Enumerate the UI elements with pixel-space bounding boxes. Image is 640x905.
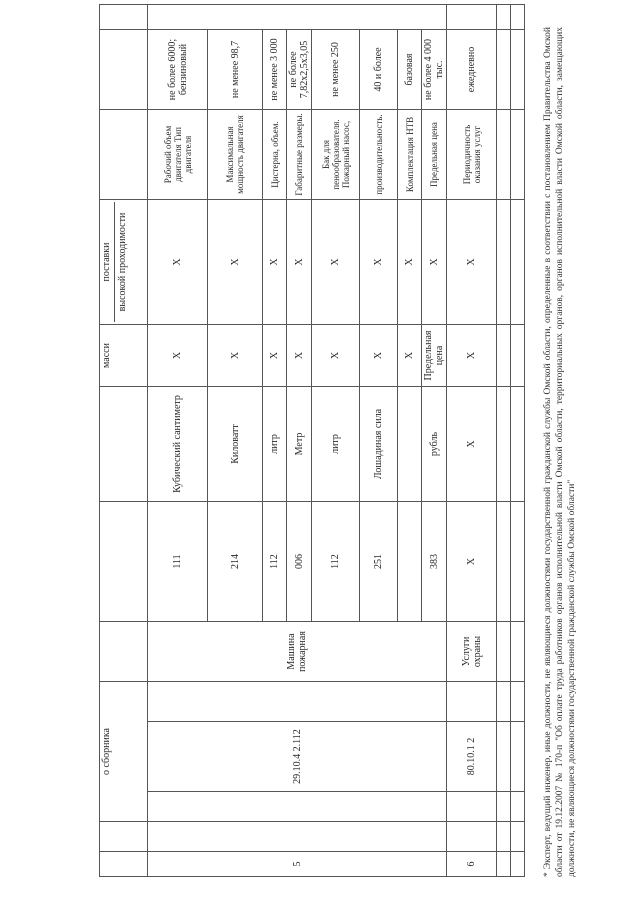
x-mark: X [398, 200, 422, 325]
empty-cell [511, 387, 525, 502]
empty-cell [511, 5, 525, 30]
empty-cell [511, 200, 525, 325]
empty-cell [497, 325, 511, 387]
unit-name [398, 387, 422, 502]
header-cell [100, 387, 148, 502]
empty-cell [497, 30, 511, 110]
okei-code: 214 [208, 502, 263, 622]
x-mark: X [422, 200, 447, 325]
unit-name: X [447, 387, 497, 502]
header-cell-supply [100, 200, 148, 325]
row-blank [148, 792, 447, 822]
value: ежедневно [447, 30, 497, 110]
value: не более 7,82х2,5х3,05 [287, 30, 312, 110]
empty-cell [497, 200, 511, 325]
table-header-row [100, 5, 148, 877]
header-cell [100, 622, 148, 682]
value: 40 и более [360, 30, 398, 110]
footnote: * Эксперт, ведущий инженер, иные должности, не являющиеся должностями государственной гражданской службы Омской области, определенные в соответствии с постановлением Правительства Омской области от 19.12.2007 № 170-п "Об оплате труда работников органов исполнительной власти Омской области, территориальных органов, органов исполнительной власти Омской области, замещающих должности, не являющиеся должностями государственной гражданской службы Омской области" [543, 27, 577, 877]
characteristic: Периодичность оказания услуг [447, 110, 497, 200]
row-blank [148, 822, 447, 852]
characteristic: Цистерна, объем. [263, 110, 287, 200]
value: не более 4 000 тыс. [422, 30, 447, 110]
value: не менее 3 000 [263, 30, 287, 110]
empty-cell [511, 325, 525, 387]
value: не менее 98,7 [208, 30, 263, 110]
empty-cell [497, 502, 511, 622]
empty-cell [497, 110, 511, 200]
empty-cell [511, 682, 525, 722]
table-row-empty [511, 5, 525, 877]
row-blank [447, 5, 497, 30]
row-blank [447, 792, 497, 822]
empty-cell [511, 622, 525, 682]
unit-name: Кубический сантиметр [148, 387, 208, 502]
empty-cell [497, 387, 511, 502]
table-row [148, 5, 208, 877]
x-mark: X [208, 200, 263, 325]
procurement-table [99, 4, 525, 877]
okpd-code: 29.10.4 2.112 [148, 722, 447, 792]
table-row [447, 5, 497, 877]
x-mark: X [447, 200, 497, 325]
characteristic: Габаритные размеры. [287, 110, 312, 200]
header-cell [100, 110, 148, 200]
characteristic: Максимальная мощность двигателя [208, 110, 263, 200]
header-offroad-text: высокой проходимости [117, 212, 128, 312]
x-mark: X [287, 325, 312, 387]
empty-cell [497, 822, 511, 852]
value: базовая [398, 30, 422, 110]
price-label: Предельная цена [422, 325, 447, 387]
empty-cell [511, 852, 525, 877]
product-name: Машина пожарная [148, 622, 447, 682]
empty-cell [497, 792, 511, 822]
row-blank [447, 822, 497, 852]
okei-code: 112 [312, 502, 360, 622]
okei-code: 111 [148, 502, 208, 622]
x-mark: X [447, 325, 497, 387]
header-cell [100, 822, 148, 852]
x-mark: X [148, 200, 208, 325]
characteristic: Бак для пенообразователя. Пожарный насос, [312, 110, 360, 200]
empty-cell [497, 682, 511, 722]
empty-cell [497, 852, 511, 877]
header-supply-text: поставки [101, 202, 115, 322]
row-blank [148, 5, 447, 30]
header-cell [100, 502, 148, 622]
product-name: Услуги охраны [447, 622, 497, 682]
value: не более 6000; бензиновый [148, 30, 208, 110]
okei-code: 383 [422, 502, 447, 622]
header-cell-mass: масси [100, 325, 148, 387]
unit-name: Метр [287, 387, 312, 502]
okei-code: X [447, 502, 497, 622]
unit-name: рубль [422, 387, 447, 502]
x-mark: X [263, 325, 287, 387]
unit-name: литр [263, 387, 287, 502]
x-mark: X [263, 200, 287, 325]
okei-code: 006 [287, 502, 312, 622]
empty-cell [511, 792, 525, 822]
row-blank [447, 682, 497, 722]
okei-code: 251 [360, 502, 398, 622]
okei-code: 112 [263, 502, 287, 622]
x-mark: X [208, 325, 263, 387]
x-mark: X [360, 200, 398, 325]
header-cell-collection: о сборника [100, 682, 148, 822]
unit-name: Лошадиная сила [360, 387, 398, 502]
row-number: 6 [447, 852, 497, 877]
row-number: 5 [148, 852, 447, 877]
characteristic: Рабочий объем двигателя Тип двигателя [148, 110, 208, 200]
characteristic: Предельная цена [422, 110, 447, 200]
unit-name: литр [312, 387, 360, 502]
empty-cell [511, 30, 525, 110]
okpd-code: 80.10.1 2 [447, 722, 497, 792]
okei-code [398, 502, 422, 622]
empty-cell [511, 502, 525, 622]
x-mark: X [360, 325, 398, 387]
unit-name: Киловатт [208, 387, 263, 502]
x-mark: X [312, 200, 360, 325]
empty-cell [497, 722, 511, 792]
characteristic: Комплектация НТВ [398, 110, 422, 200]
empty-cell [497, 622, 511, 682]
empty-cell [497, 5, 511, 30]
x-mark: X [287, 200, 312, 325]
characteristic: производительность. [360, 110, 398, 200]
empty-cell [511, 110, 525, 200]
table-row-empty [497, 5, 511, 877]
header-cell [100, 852, 148, 877]
value: не менее 250 [312, 30, 360, 110]
empty-cell [511, 822, 525, 852]
x-mark: X [148, 325, 208, 387]
empty-cell [511, 722, 525, 792]
row-blank [148, 682, 447, 722]
x-mark: X [312, 325, 360, 387]
header-cell [100, 5, 148, 30]
header-cell [100, 30, 148, 110]
x-mark: X [398, 325, 422, 387]
